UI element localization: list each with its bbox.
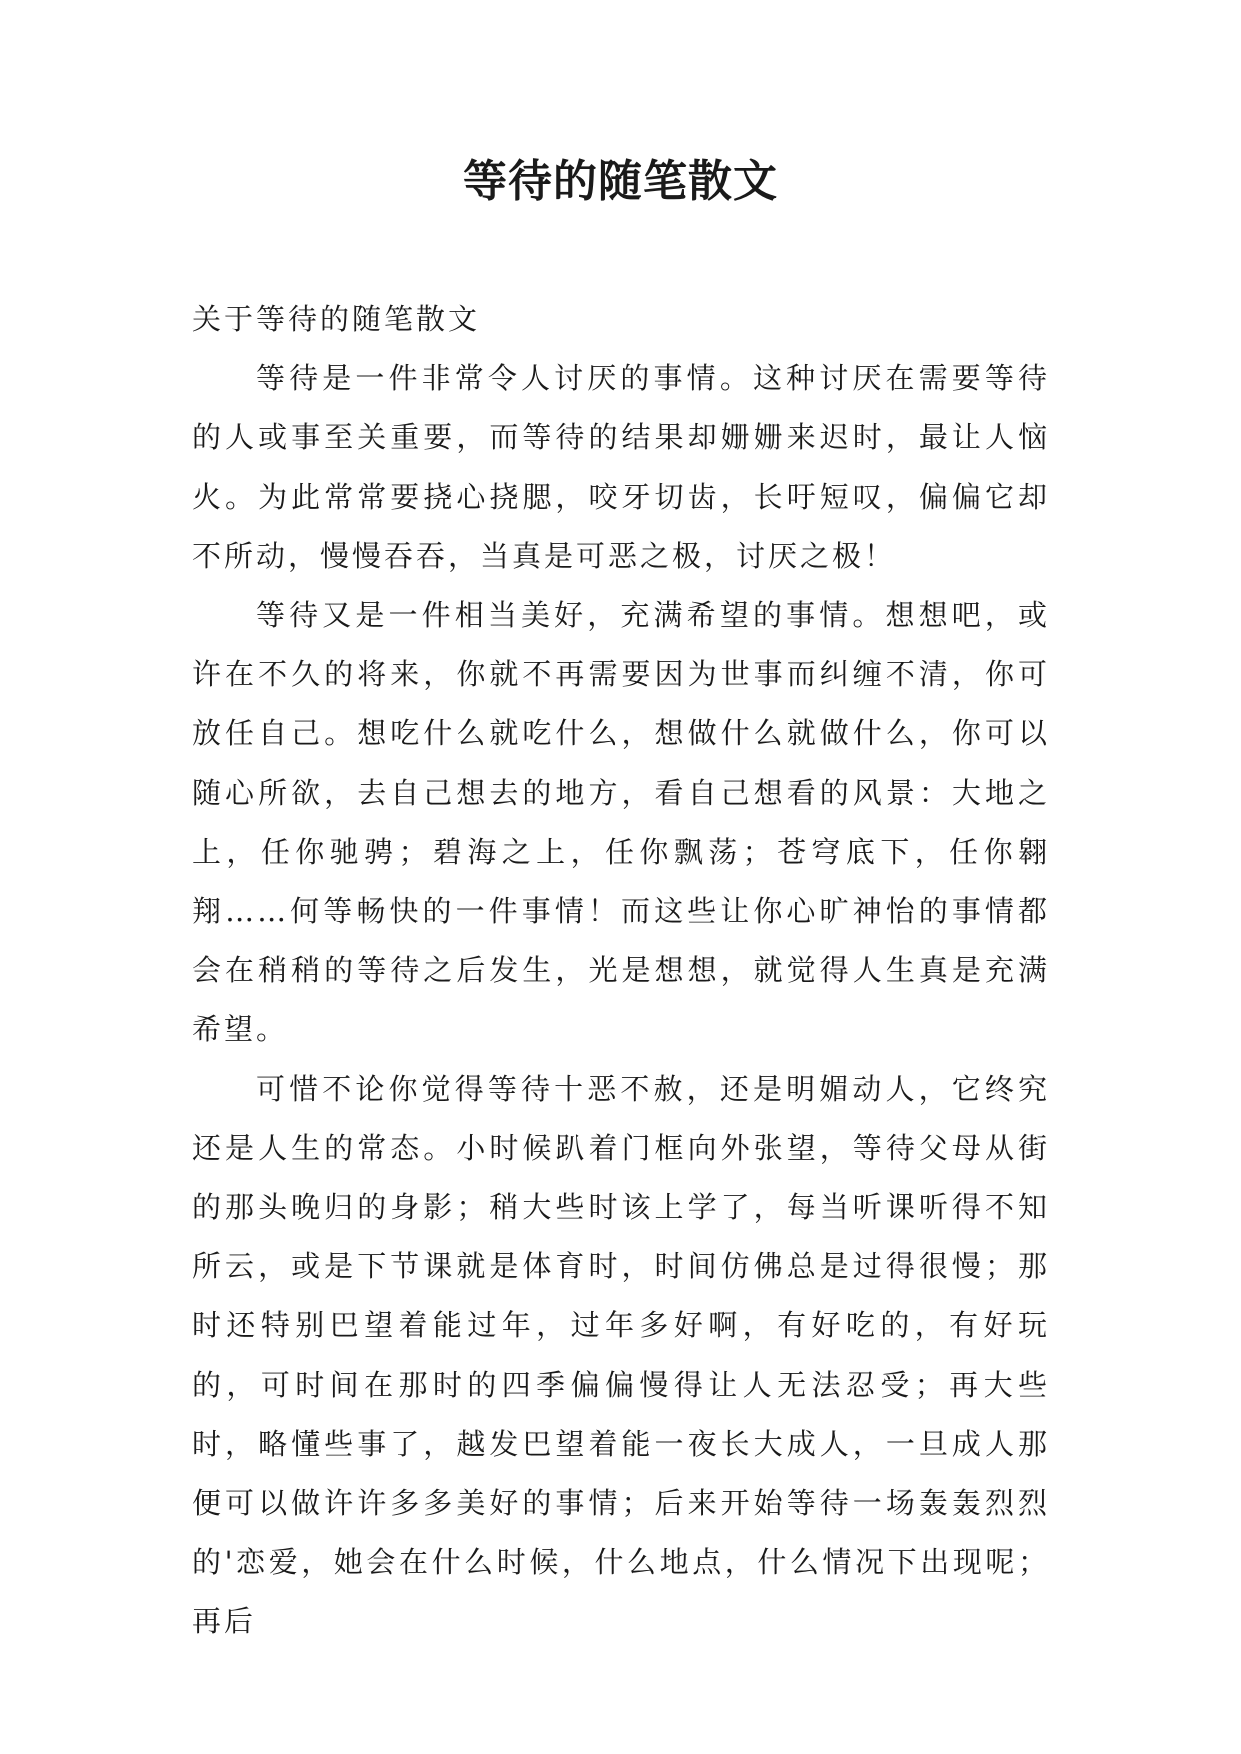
document-body xyxy=(192,290,1050,1652)
paragraph-1: 等待是一件非常令人讨厌的事情。这种讨厌在需要等待的人或事至关重要，而等待的结果却姗姗来迟时，最让人恼火。为此常常要挠心挠腮，咬牙切齿，长吁短叹，偏偏它却不所动，慢慢吞吞，当真是可恶之极，讨厌之极！ xyxy=(192,361,1050,573)
paragraph-3: 可惜不论你觉得等待十恶不赦，还是明媚动人，它终究还是人生的常态。小时候趴着门框向外张望，等待父母从街的那头晚归的身影；稍大些时该上学了，每当听课听得不知所云，或是下节课就是体育时，时间仿佛总是过得很慢；那时还特别巴望着能过年，过年多好啊，有好吃的，有好玩的，可时间在那时的四季偏偏慢得让人无法忍受；再大些时，略懂些事了，越发巴望着能一夜长大成人，一旦成人那便可以做许许多多美好的事情；后来开始等待一场轰轰烈烈的'恋爱，她会在什么时候，什么地点，什么情况下出现呢；再后 xyxy=(192,1071,1050,1639)
page-title: 等待的随笔散文 xyxy=(463,156,778,207)
document-subtitle: 关于等待的随笔散文 xyxy=(192,302,481,336)
paragraph-2: 等待又是一件相当美好，充满希望的事情。想想吧，或许在不久的将来，你就不再需要因为世事而纠缠不清，你可放任自己。想吃什么就吃什么，想做什么就做什么，你可以随心所欲，去自己想去的地方，看自己想看的风景：大地之上，任你驰骋；碧海之上，任你飘荡；苍穹底下，任你翱翔……何等畅快的一件事情！而这些让你心旷神怡的事情都会在稍稍的等待之后发生，光是想想，就觉得人生真是充满希望。 xyxy=(192,598,1050,1047)
